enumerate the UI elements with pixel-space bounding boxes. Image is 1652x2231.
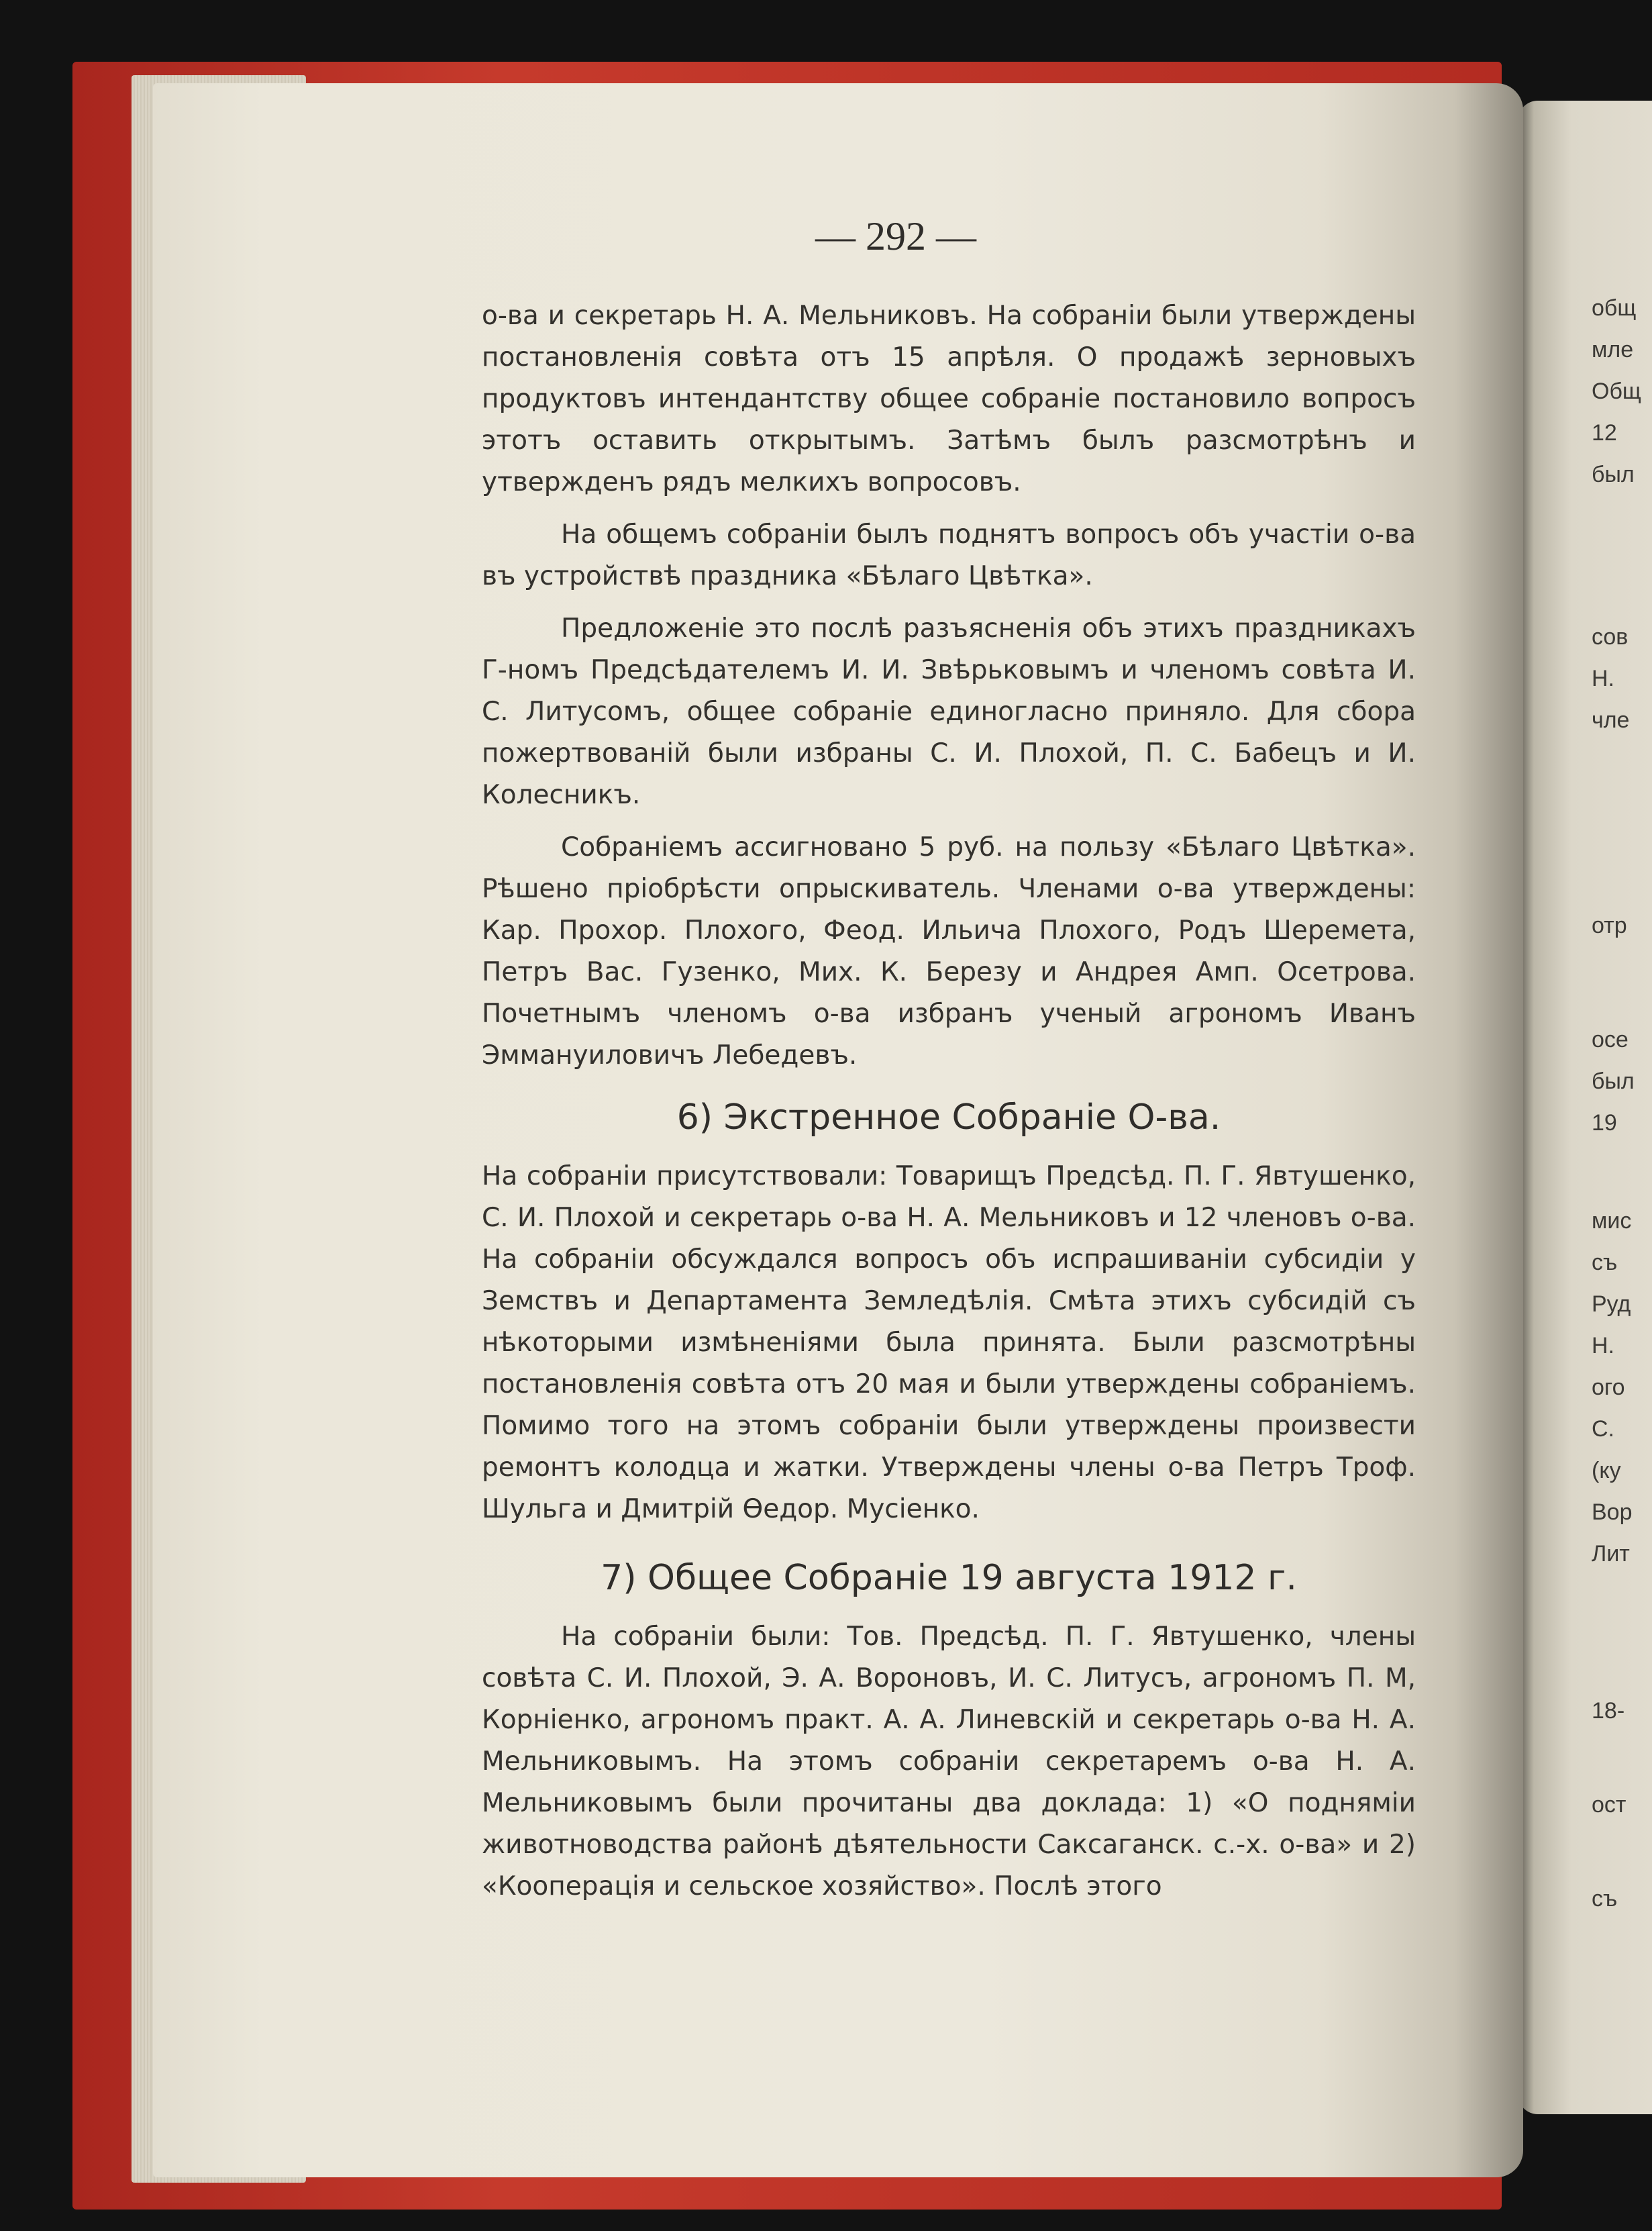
paragraph: Собраніемъ ассигновано 5 руб. на пользу «Бѣлаго Цвѣтка». Рѣшено пріобрѣсти опрыскиватель. Членами о-ва утверждены: Кар. Прохор. Плохого, Феод. Ильича Плохого, Родъ Шеремета, Петръ Вас. Гузенко, Мих. К. Березу и Андрея Амп. Осетрова. Почетнымъ членомъ о-ва избранъ ученый агрономъ Иванъ Эммануиловичъ Лебедевъ. — [482, 832, 1416, 1071]
page-number: — 292 — — [815, 214, 976, 258]
facing-fragment: Вор — [1592, 1499, 1633, 1525]
paragraph: На собраніи присутствовали: Товарищъ Предсѣд. П. Г. Явтушенко, С. И. Плохой и секретарь о-ва Н. А. Мельниковъ и 12 членовъ о-ва. На собраніи обсуждался вопросъ объ испрашиваніи субсидіи у Земствъ и Департамента Земледѣлія. Смѣта этихъ субсидій съ нѣкоторыми измѣненіями была принята. Были разсмотрѣны постановленія совѣта отъ 20 мая и были утверждены собраніемъ. Помимо того на этомъ собраніи были утверждены произвести ремонтъ колодца и жатки. Утверждены члены о-ва Петръ Троф. Шульга и Дмитрій Өедор. Мусіенко. — [482, 1161, 1416, 1524]
facing-fragment: Общ — [1592, 379, 1641, 404]
paragraph: Предложеніе это послѣ разъясненія объ этихъ праздникахъ Г-номъ Предсѣдателемъ И. И. Звѣрьковымъ и членомъ совѣта И. С. Литусомъ, общее собраніе единогласно приняло. Для сбора пожертвованій были избраны С. И. Плохой, П. С. Бабецъ и И. Колесникъ. — [482, 613, 1416, 810]
facing-fragment: С. — [1592, 1416, 1614, 1442]
facing-fragment: Н. — [1592, 666, 1614, 691]
facing-fragment: 18- — [1592, 1698, 1625, 1724]
facing-fragment: осе — [1592, 1027, 1629, 1052]
facing-fragment: съ — [1592, 1250, 1618, 1275]
facing-fragment: сов — [1592, 624, 1629, 650]
facing-fragment: чле — [1592, 707, 1630, 733]
facing-fragment: Н. — [1592, 1333, 1614, 1358]
section-heading: 6) Экстренное Собраніе О-ва. — [676, 1097, 1221, 1138]
facing-fragment: общ — [1592, 295, 1637, 321]
facing-fragment: съ — [1592, 1886, 1618, 1912]
facing-fragment: отр — [1592, 913, 1627, 938]
facing-fragment: Руд — [1592, 1291, 1631, 1317]
page-body — [482, 295, 1416, 1918]
facing-fragment: был — [1592, 1069, 1635, 1094]
paragraph: На общемъ собраніи былъ поднятъ вопросъ объ участіи о-ва въ устройствѣ праздника «Бѣлаго Цвѣтка». — [482, 519, 1416, 591]
facing-fragment: мис — [1592, 1208, 1632, 1234]
facing-fragment: 12 — [1592, 420, 1617, 446]
paragraph: На собраніи были: Тов. Предсѣд. П. Г. Явтушенко, члены совѣта С. И. Плохой, Э. А. Вороновъ, И. С. Литусъ, агрономъ П. М, Корніенко, агрономъ практ. А. А. Линевскій и секретарь о-ва Н. А. Мельниковымъ. На этомъ собраніи секретаремъ о-ва Н. А. Мельниковымъ были прочитаны два доклада: 1) «О подняміи животноводства районѣ дѣятельности Саксаганск. с.-х. о-ва» и 2) «Кооперація и сельское хозяйство». Послѣ этого — [482, 1622, 1416, 1901]
facing-page — [1518, 101, 1652, 2114]
facing-fragment: мле — [1592, 337, 1634, 362]
facing-fragment: Лит — [1592, 1541, 1630, 1567]
facing-fragment: 19 — [1592, 1110, 1617, 1136]
facing-fragment: ост — [1592, 1792, 1627, 1818]
facing-fragment: был — [1592, 462, 1635, 487]
facing-fragment: (ку — [1592, 1458, 1621, 1483]
facing-fragment: ого — [1592, 1375, 1625, 1400]
section-heading: 7) Общее Собраніе 19 августа 1912 г. — [601, 1558, 1297, 1598]
paragraph: о-ва и секретарь Н. А. Мельниковъ. На собраніи были утверждены постановленія совѣта отъ 15 апрѣля. О продажѣ зерновыхъ продуктовъ интендантству общее собраніе постановило вопросъ этотъ оставить открытымъ. Затѣмъ былъ разсмотрѣнъ и утвержденъ рядъ мелкихъ вопросовъ. — [482, 301, 1416, 497]
